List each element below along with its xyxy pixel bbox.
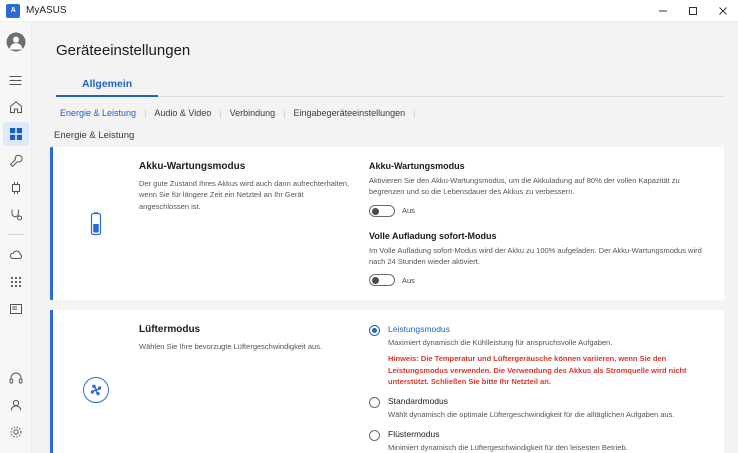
gear-icon[interactable] — [3, 420, 29, 444]
subnav-divider: | — [219, 108, 222, 118]
card-icon-column — [53, 161, 139, 286]
option-akku-wartungsmodus — [369, 161, 706, 217]
subnav-divider: | — [144, 108, 147, 118]
sidebar-item-support[interactable] — [3, 297, 29, 321]
sidebar-rail — [0, 22, 32, 453]
rail-divider — [8, 234, 24, 235]
section-label: Energie & Leistung — [54, 130, 135, 141]
card-description: Wählen Sie Ihre bevorzugte Lüftergeschwindigkeit aus. — [139, 342, 323, 351]
radio-warning: Hinweis: Die Temperatur und Lüftergeräusche können variieren, wenn Sie den Leistungsmodus verwenden. Die Verwendung des Akkus als Stromquelle wird nicht unterstützt. Schließen Sie bitte Ihr Netzteil an. — [388, 354, 687, 386]
fan-icon — [83, 377, 109, 403]
radio-fluestermodus[interactable] — [369, 430, 380, 441]
radio-row[interactable] — [369, 324, 706, 387]
card-right-column — [369, 324, 724, 453]
radio-standardmodus[interactable] — [369, 397, 380, 408]
rail-bottom-group — [3, 366, 29, 453]
maximize-button[interactable] — [678, 0, 708, 22]
sub-navigation — [54, 106, 724, 120]
volle-aufladung-toggle[interactable] — [369, 274, 395, 286]
subnav-divider: | — [413, 108, 416, 118]
radio-content — [388, 324, 706, 387]
user-avatar-icon[interactable] — [3, 30, 29, 54]
sidebar-item-hardware[interactable] — [3, 176, 29, 200]
main-content — [32, 22, 738, 453]
subnav-divider: | — [283, 108, 286, 118]
sidebar-item-device-settings[interactable] — [3, 122, 29, 146]
hamburger-icon[interactable] — [3, 68, 29, 92]
toggle-knob — [372, 208, 379, 215]
card-description: Der gute Zustand Ihres Akkus wird auch dann aufrechterhalten, wenn Sie für längere Zeit ein Netzteil an Ihr Gerät angeschlossen ist. — [139, 179, 350, 211]
card-left-column — [139, 324, 369, 453]
sidebar-item-updates[interactable] — [3, 243, 29, 267]
card-left-column — [139, 161, 369, 286]
radio-option-standardmodus — [369, 396, 706, 420]
toggle-state-label: Aus — [402, 275, 415, 285]
toggle-state-label: Aus — [402, 206, 415, 215]
tab-allgemein[interactable]: Allgemein — [56, 75, 158, 97]
card-right-column — [369, 161, 724, 286]
radio-leistungsmodus[interactable] — [369, 325, 380, 336]
radio-description: Minimiert dynamisch die Lüftergeschwindigkeit für den leisesten Betrieb. — [388, 443, 628, 453]
toggle-row — [369, 274, 706, 286]
radio-row[interactable] — [369, 396, 706, 420]
option-volle-aufladung-sofort-modus — [369, 231, 706, 287]
option-description: Aktivieren Sie den Akku-Wartungsmodus, um die Akkuladung auf 80% der vollen Kapazität zu begrenzen und so die Lebensdauer des Akkus zu verbessern. — [369, 176, 680, 197]
option-description: Im Volle Aufladung sofort-Modus wird der Akku zu 100% aufgeladen. Der Akku-Wartungsmodus wird nach 24 Stunden wieder aktiviert. — [369, 245, 702, 266]
radio-label: Leistungsmodus — [388, 324, 450, 334]
radio-option-fluestermodus — [369, 429, 706, 453]
title-bar — [0, 0, 738, 22]
toggle-knob — [372, 277, 379, 284]
radio-description: Wählt dynamisch die optimale Lüftergeschwindigkeit für die alltäglichen Aufgaben aus. — [388, 410, 675, 420]
app-title: MyASUS — [26, 5, 67, 16]
app-logo-icon: A — [6, 4, 20, 18]
radio-row[interactable] — [369, 429, 706, 453]
option-title: Akku-Wartungsmodus — [369, 161, 465, 171]
subnav-audio-video[interactable]: Audio & Video — [154, 108, 212, 118]
card-luftermodus — [50, 310, 724, 453]
close-button[interactable] — [708, 0, 738, 22]
sidebar-item-home[interactable] — [3, 95, 29, 119]
toggle-row — [369, 205, 706, 217]
card-akku-wartungsmodus — [50, 147, 724, 300]
radio-label: Flüstermodus — [388, 429, 440, 440]
radio-content — [388, 429, 628, 453]
sidebar-item-apps[interactable] — [3, 270, 29, 294]
window-body — [0, 22, 738, 453]
radio-content — [388, 396, 674, 420]
radio-option-leistungsmodus — [369, 324, 706, 387]
card-heading: Lüftermodus — [139, 324, 201, 335]
radio-label: Standardmodus — [388, 396, 449, 407]
radio-description: Maximiert dynamisch die Kühlleistung für anspruchsvolle Aufgaben. — [388, 338, 613, 348]
headset-icon[interactable] — [3, 366, 29, 390]
card-heading: Akku-Wartungsmodus — [139, 161, 246, 172]
sidebar-item-diagnostics[interactable] — [3, 203, 29, 227]
sidebar-item-customization[interactable] — [3, 149, 29, 173]
subnav-eingabegeraeteeinstellungen[interactable]: Eingabegeräteeinstellungen — [293, 108, 406, 118]
card-icon-column — [53, 324, 139, 453]
page-title: Geräteeinstellungen — [56, 42, 191, 59]
person-icon[interactable] — [3, 393, 29, 417]
tab-bar — [56, 75, 724, 97]
subnav-energie-leistung[interactable]: Energie & Leistung — [60, 108, 137, 118]
battery-icon — [83, 211, 109, 237]
option-title: Volle Aufladung sofort-Modus — [369, 230, 497, 241]
subnav-verbindung[interactable]: Verbindung — [229, 108, 276, 118]
minimize-button[interactable] — [648, 0, 678, 22]
akku-wartungsmodus-toggle[interactable] — [369, 205, 395, 217]
